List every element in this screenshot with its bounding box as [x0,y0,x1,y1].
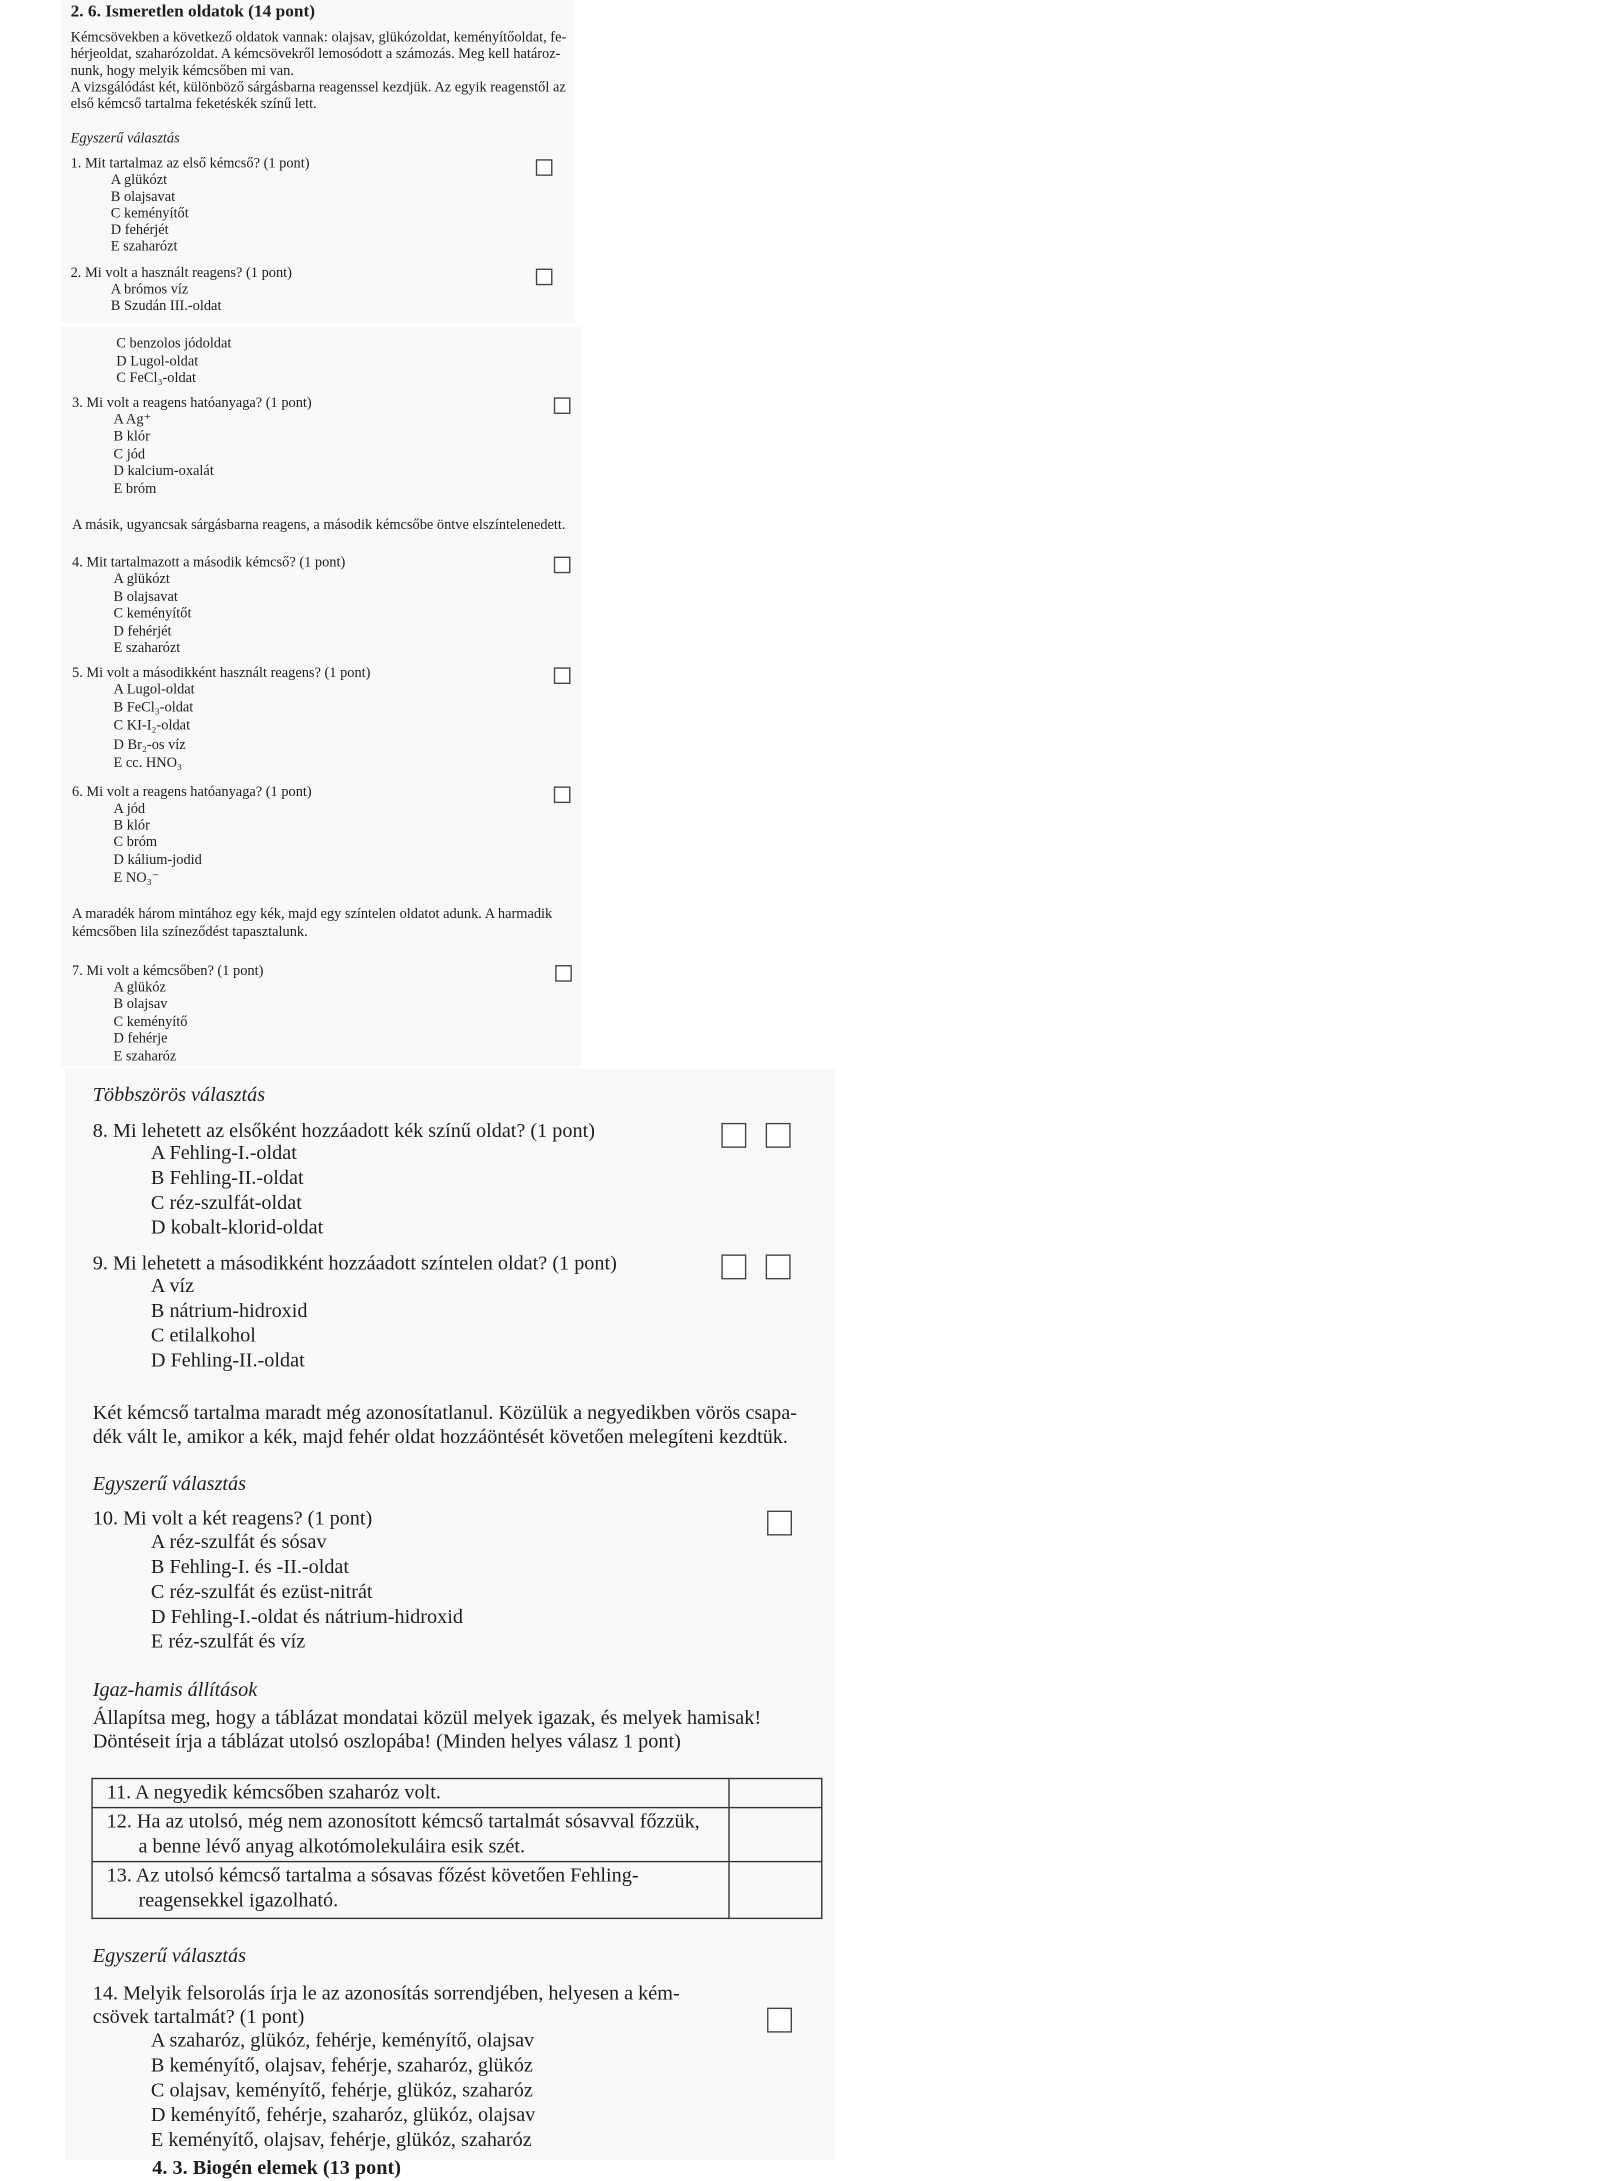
answer-option: A jód [113,801,146,817]
answer-box-q14[interactable] [767,2008,792,2033]
statement-text-continued: reagensekkel igazolható. [138,1889,339,1913]
answer-option: D fehérjét [113,624,172,640]
intro-paragraph-line: A vizsgálódást két, különböző sárgásbarna reagenssel kezdjük. Az egyik reagenstől az [70,80,566,96]
answer-option: A glükózt [113,571,170,588]
answer-option: B nátrium-hidroxid [150,1300,308,1323]
instruction-line: Állapítsa meg, hogy a táblázat mondatai közül melyek igazak, és melyek hamisak! [92,1707,762,1730]
answer-option: D kalcium-oxalát [113,463,214,480]
answer-cell[interactable] [729,1862,822,1919]
answer-option: B Fehling-I. és -II.-oldat [150,1556,350,1579]
answer-box-q10[interactable] [767,1511,792,1536]
answer-option: C réz-szulfát és ezüst-nitrát [150,1581,373,1604]
answer-option: D Fehling-I.-oldat és nátrium-hidroxid [150,1606,463,1629]
answer-option: B olajsav [113,996,168,1013]
answer-option: B keményítő, olajsav, fehérje, szaharóz, glükóz [150,2054,533,2077]
statement-text: 12. Ha az utolsó, még nem azonosított kémcső tartalmát sósavval főzzük, [106,1811,700,1834]
answer-option: D Fehling-II.-oldat [150,1349,305,1373]
answer-option: B olajsavat [113,589,178,606]
question-q10-text: 10. Mi volt a két reagens? (1 pont) [92,1507,373,1530]
answer-option: A szaharóz, glükóz, fehérje, keményítő, olajsav [150,2029,535,2052]
question-q5-text: 5. Mi volt a másodikként használt reagens? (1 pont) [71,665,371,682]
paragraph-line: A maradék három mintához egy kék, majd egy színtelen oldatot adunk. A harmadik [71,906,553,923]
answer-option: D kálium-jodid [113,852,202,869]
answer-option: A réz-szulfát és sósav [150,1531,327,1554]
statement-cell [92,1862,729,1919]
statement-cell [92,1808,729,1862]
statement-text: 13. Az utolsó kémcső tartalma a sósavas főzést követően Fehling- [106,1865,639,1888]
instruction-line: Döntéseit írja a táblázat utolsó oszlopába! (Minden helyes válasz 1 pont) [92,1730,681,1753]
answer-option: C bróm [113,834,158,851]
answer-option: A Lugol-oldat [113,682,195,698]
paragraph-line: Két kémcső tartalma maradt még azonosítatlanul. Közülük a negyedikben vörös csapa- [92,1402,797,1425]
answer-option: E szaharózt [113,641,181,657]
statement-cell [92,1779,729,1808]
question-q4-text: 4. Mit tartalmazott a második kémcső? (1 pont) [71,555,346,571]
question-q14-text: 14. Melyik felsorolás írja le az azonosítás sorrendjében, helyesen a kém- [92,1982,680,2005]
answer-option: D keményítő, fehérje, szaharóz, glükóz, olajsav [150,2104,536,2127]
answer-option: E keményítő, olajsav, fehérje, glükóz, szaharóz [150,2129,532,2152]
answer-option: E szaharóz [113,1049,177,1065]
table-row [92,1779,822,1808]
answer-option: A brómos víz [110,282,189,298]
question-q2-text: 2. Mi volt a használt reagens? (1 pont) [70,265,292,282]
answer-option: B Fehling-II.-oldat [150,1167,304,1190]
intro-paragraph-line: nunk, hogy melyik kémcsőben mi van. [70,63,294,79]
answer-option: C keményítőt [113,606,192,622]
answer-option: D Lugol-oldat [116,354,199,370]
answer-option: A Fehling-I.-oldat [150,1142,297,1165]
answer-box-q8-2[interactable] [766,1123,791,1148]
statement-text: 11. A negyedik kémcsőben szaharóz volt. [106,1781,441,1805]
statement-text-continued: a benne lévő anyag alkotómolekuláira esik szét. [138,1835,526,1859]
answer-option: D fehérjét [110,222,169,239]
intro-paragraph-line: hérjeoldat, szaharózoldat. A kémcsövekről lemosódott a számozás. Meg kell határoz- [70,47,561,63]
answer-option: E réz-szulfát és víz [150,1631,306,1654]
answer-option: B Szudán III.-oldat [110,299,222,315]
intro-paragraph-line: első kémcső tartalma feketéskék színű lett. [70,96,317,113]
answer-option: A Ag⁺ [113,412,152,428]
answer-option: E NO₃⁻ [113,870,160,887]
answer-option: C benzolos jódoldat [116,336,232,352]
paragraph-line: kémcsőben lila színeződést tapasztalunk. [71,924,308,941]
answer-cell[interactable] [729,1779,822,1808]
heading-simple-choice: Egyszerű választás [70,131,180,147]
question-q9-text: 9. Mi lehetett a másodikként hozzáadott színtelen oldat? (1 pont) [92,1253,617,1276]
answer-option: C olajsav, keményítő, fehérje, glükóz, szaharóz [150,2079,533,2102]
answer-option: B klór [113,818,150,834]
question-q14-text: csövek tartalmát? (1 pont) [92,2006,305,2029]
answer-option: A glükóz [113,980,166,996]
answer-box-q9-1[interactable] [721,1254,746,1279]
answer-option: C jód [113,447,146,463]
answer-box-q3[interactable] [554,397,571,414]
answer-box-q2[interactable] [536,269,553,286]
question-q1-text: 1. Mit tartalmaz az első kémcső? (1 pont) [70,156,310,172]
answer-option: E szaharózt [110,239,178,255]
answer-option: C keményítő [113,1014,188,1031]
table-row [92,1808,822,1862]
answer-box-q8-1[interactable] [721,1123,746,1148]
question-q3-text: 3. Mi volt a reagens hatóanyaga? (1 pont) [71,395,312,412]
heading-simple-choice: Egyszerű választás [92,1945,247,1968]
answer-box-q4[interactable] [554,557,571,574]
answer-option: C keményítőt [110,206,189,222]
intro-paragraph-line: Kémcsövekben a következő oldatok vannak: olajsav, glükózoldat, keményítőoldat, fe- [70,30,567,46]
answer-box-q5[interactable] [554,667,571,684]
answer-option: C etilalkohol [150,1325,256,1348]
heading-multiple-choice: Többszörös választás [92,1084,266,1107]
answer-box-q7[interactable] [555,965,572,982]
answer-option: D Br₂-os víz [113,737,186,754]
paragraph-line: A másik, ugyancsak sárgásbarna reagens, a második kémcsőbe öntve elszíntelenedett. [71,517,566,534]
answer-option: D fehérje [113,1031,168,1047]
answer-box-q6[interactable] [554,786,571,803]
question-q7-text: 7. Mi volt a kémcsőben? (1 pont) [71,963,264,979]
answer-cell[interactable] [729,1808,822,1862]
next-section-title: 4. 3. Biogén elemek (13 pont) [152,2157,401,2180]
answer-option: D kobalt-klorid-oldat [150,1217,324,1240]
question-q8-text: 8. Mi lehetett az elsőként hozzáadott kék színű oldat? (1 pont) [92,1120,595,1143]
answer-box-q1[interactable] [536,159,553,176]
paragraph-line: dék vált le, amikor a kék, majd fehér oldat hozzáöntését követően melegíteni kezdtük. [92,1426,788,1449]
answer-option: C réz-szulfát-oldat [150,1192,302,1215]
table-row [92,1862,822,1919]
answer-option: B FeCl₃-oldat [113,700,194,716]
answer-option: A glükózt [110,173,168,189]
section-title: 2. 6. Ismeretlen oldatok (14 pont) [70,1,316,21]
answer-option: E cc. HNO₃ [113,755,183,772]
heading-true-false: Igaz-hamis állítások [92,1679,258,1702]
answer-box-q9-2[interactable] [766,1254,791,1279]
answer-option: E bróm [113,481,157,498]
answer-option: B klór [113,429,150,445]
answer-option: B olajsavat [110,189,176,205]
heading-simple-choice: Egyszerű választás [92,1473,247,1496]
answer-option: A víz [150,1275,195,1298]
question-q6-text: 6. Mi volt a reagens hatóanyaga? (1 pont) [71,785,312,801]
true-false-table [91,1778,822,1919]
answer-option: C KI-I₂-oldat [113,718,191,734]
answer-option: C FeCl₃-oldat [116,371,197,387]
